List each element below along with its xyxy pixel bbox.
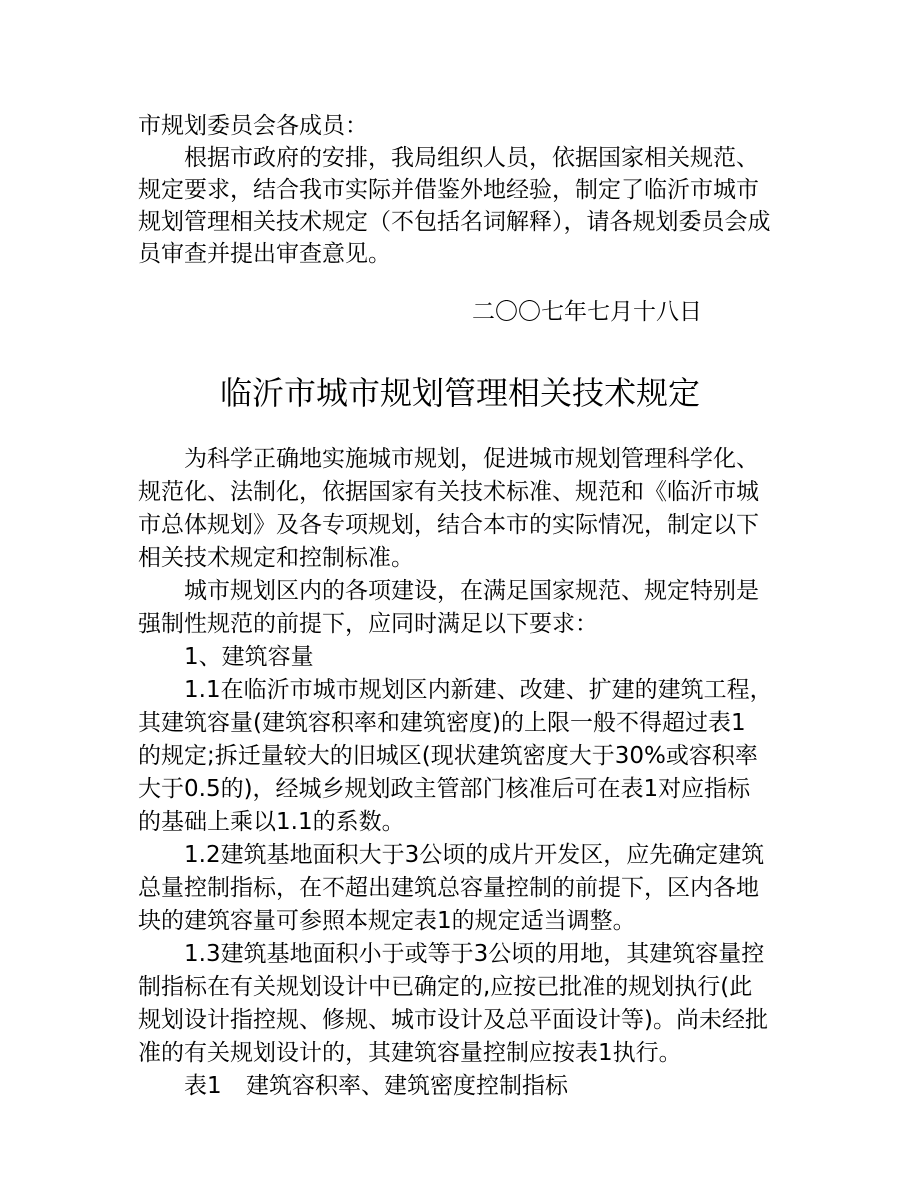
section-heading: 1、建筑容量 — [184, 644, 314, 670]
clause-1-1-line: 1.1在临沂市城市规划区内新建、改建、扩建的建筑工程， — [184, 677, 773, 703]
scope-line: 城市规划区内的各项建设，在满足国家规范、规定特别是 — [184, 578, 759, 604]
clause-1-2-line: 块的建筑容量可参照本规定表1的规定适当调整。 — [138, 908, 636, 934]
preface-line: 为科学正确地实施城市规划，促进城市规划管理科学化、 — [184, 446, 759, 472]
table-caption-title: 建筑容积率、建筑密度控制指标 — [246, 1073, 568, 1099]
letter-body-line: 规定要求，结合我市实际并借鉴外地经验，制定了临沂市城市 — [138, 177, 759, 203]
clause-1-3-line: 制指标在有关规划设计中已确定的,应按已批准的规划执行(此 — [138, 974, 753, 1000]
clause-1-2-line: 1.2建筑基地面积大于3公顷的成片开发区，应先确定建筑 — [184, 842, 765, 868]
clause-1-1-line: 的规定;拆迁量较大的旧城区(现状建筑密度大于30%或容积率 — [138, 743, 758, 769]
clause-1-1-line: 其建筑容量(建筑容积率和建筑密度)的上限一般不得超过表1 — [138, 710, 746, 736]
preface-line: 规范化、法制化，依据国家有关技术标准、规范和《临沂市城 — [138, 479, 759, 505]
preface-line: 相关技术规定和控制标准。 — [138, 545, 414, 571]
letter-body-line: 根据市政府的安排，我局组织人员，依据国家相关规范、 — [184, 145, 759, 171]
clause-1-3-line: 1.3建筑基地面积小于或等于3公顷的用地，其建筑容量控 — [184, 941, 765, 967]
salutation: 市规划委员会各成员： — [138, 113, 368, 139]
scope-line: 强制性规范的前提下，应同时满足以下要求： — [138, 611, 598, 637]
clause-1-1-line: 大于0.5的)，经城乡规划政主管部门核准后可在表1对应指标 — [138, 776, 751, 802]
table-caption-label: 表1 — [184, 1073, 222, 1099]
clause-1-2-line: 总量控制指标，在不超出建筑总容量控制的前提下，区内各地 — [138, 875, 759, 901]
letter-body-line: 规划管理相关技术规定（不包括名词解释），请各规划委员会成 — [138, 209, 771, 235]
preface-line: 市总体规划》及各专项规划，结合本市的实际情况，制定以下 — [138, 512, 759, 538]
document-title: 临沂市城市规划管理相关技术规定 — [219, 374, 700, 412]
letter-body-line: 员审查并提出审查意见。 — [138, 241, 391, 267]
clause-1-3-line: 准的有关规划设计的，其建筑容量控制应按表1执行。 — [138, 1040, 682, 1066]
letter-date: 二〇〇七年七月十八日 — [472, 299, 702, 325]
clause-1-1-line: 的基础上乘以1.1的系数。 — [138, 809, 405, 835]
clause-1-3-line: 规划设计指控规、修规、城市设计及总平面设计等)。尚未经批 — [138, 1007, 768, 1033]
